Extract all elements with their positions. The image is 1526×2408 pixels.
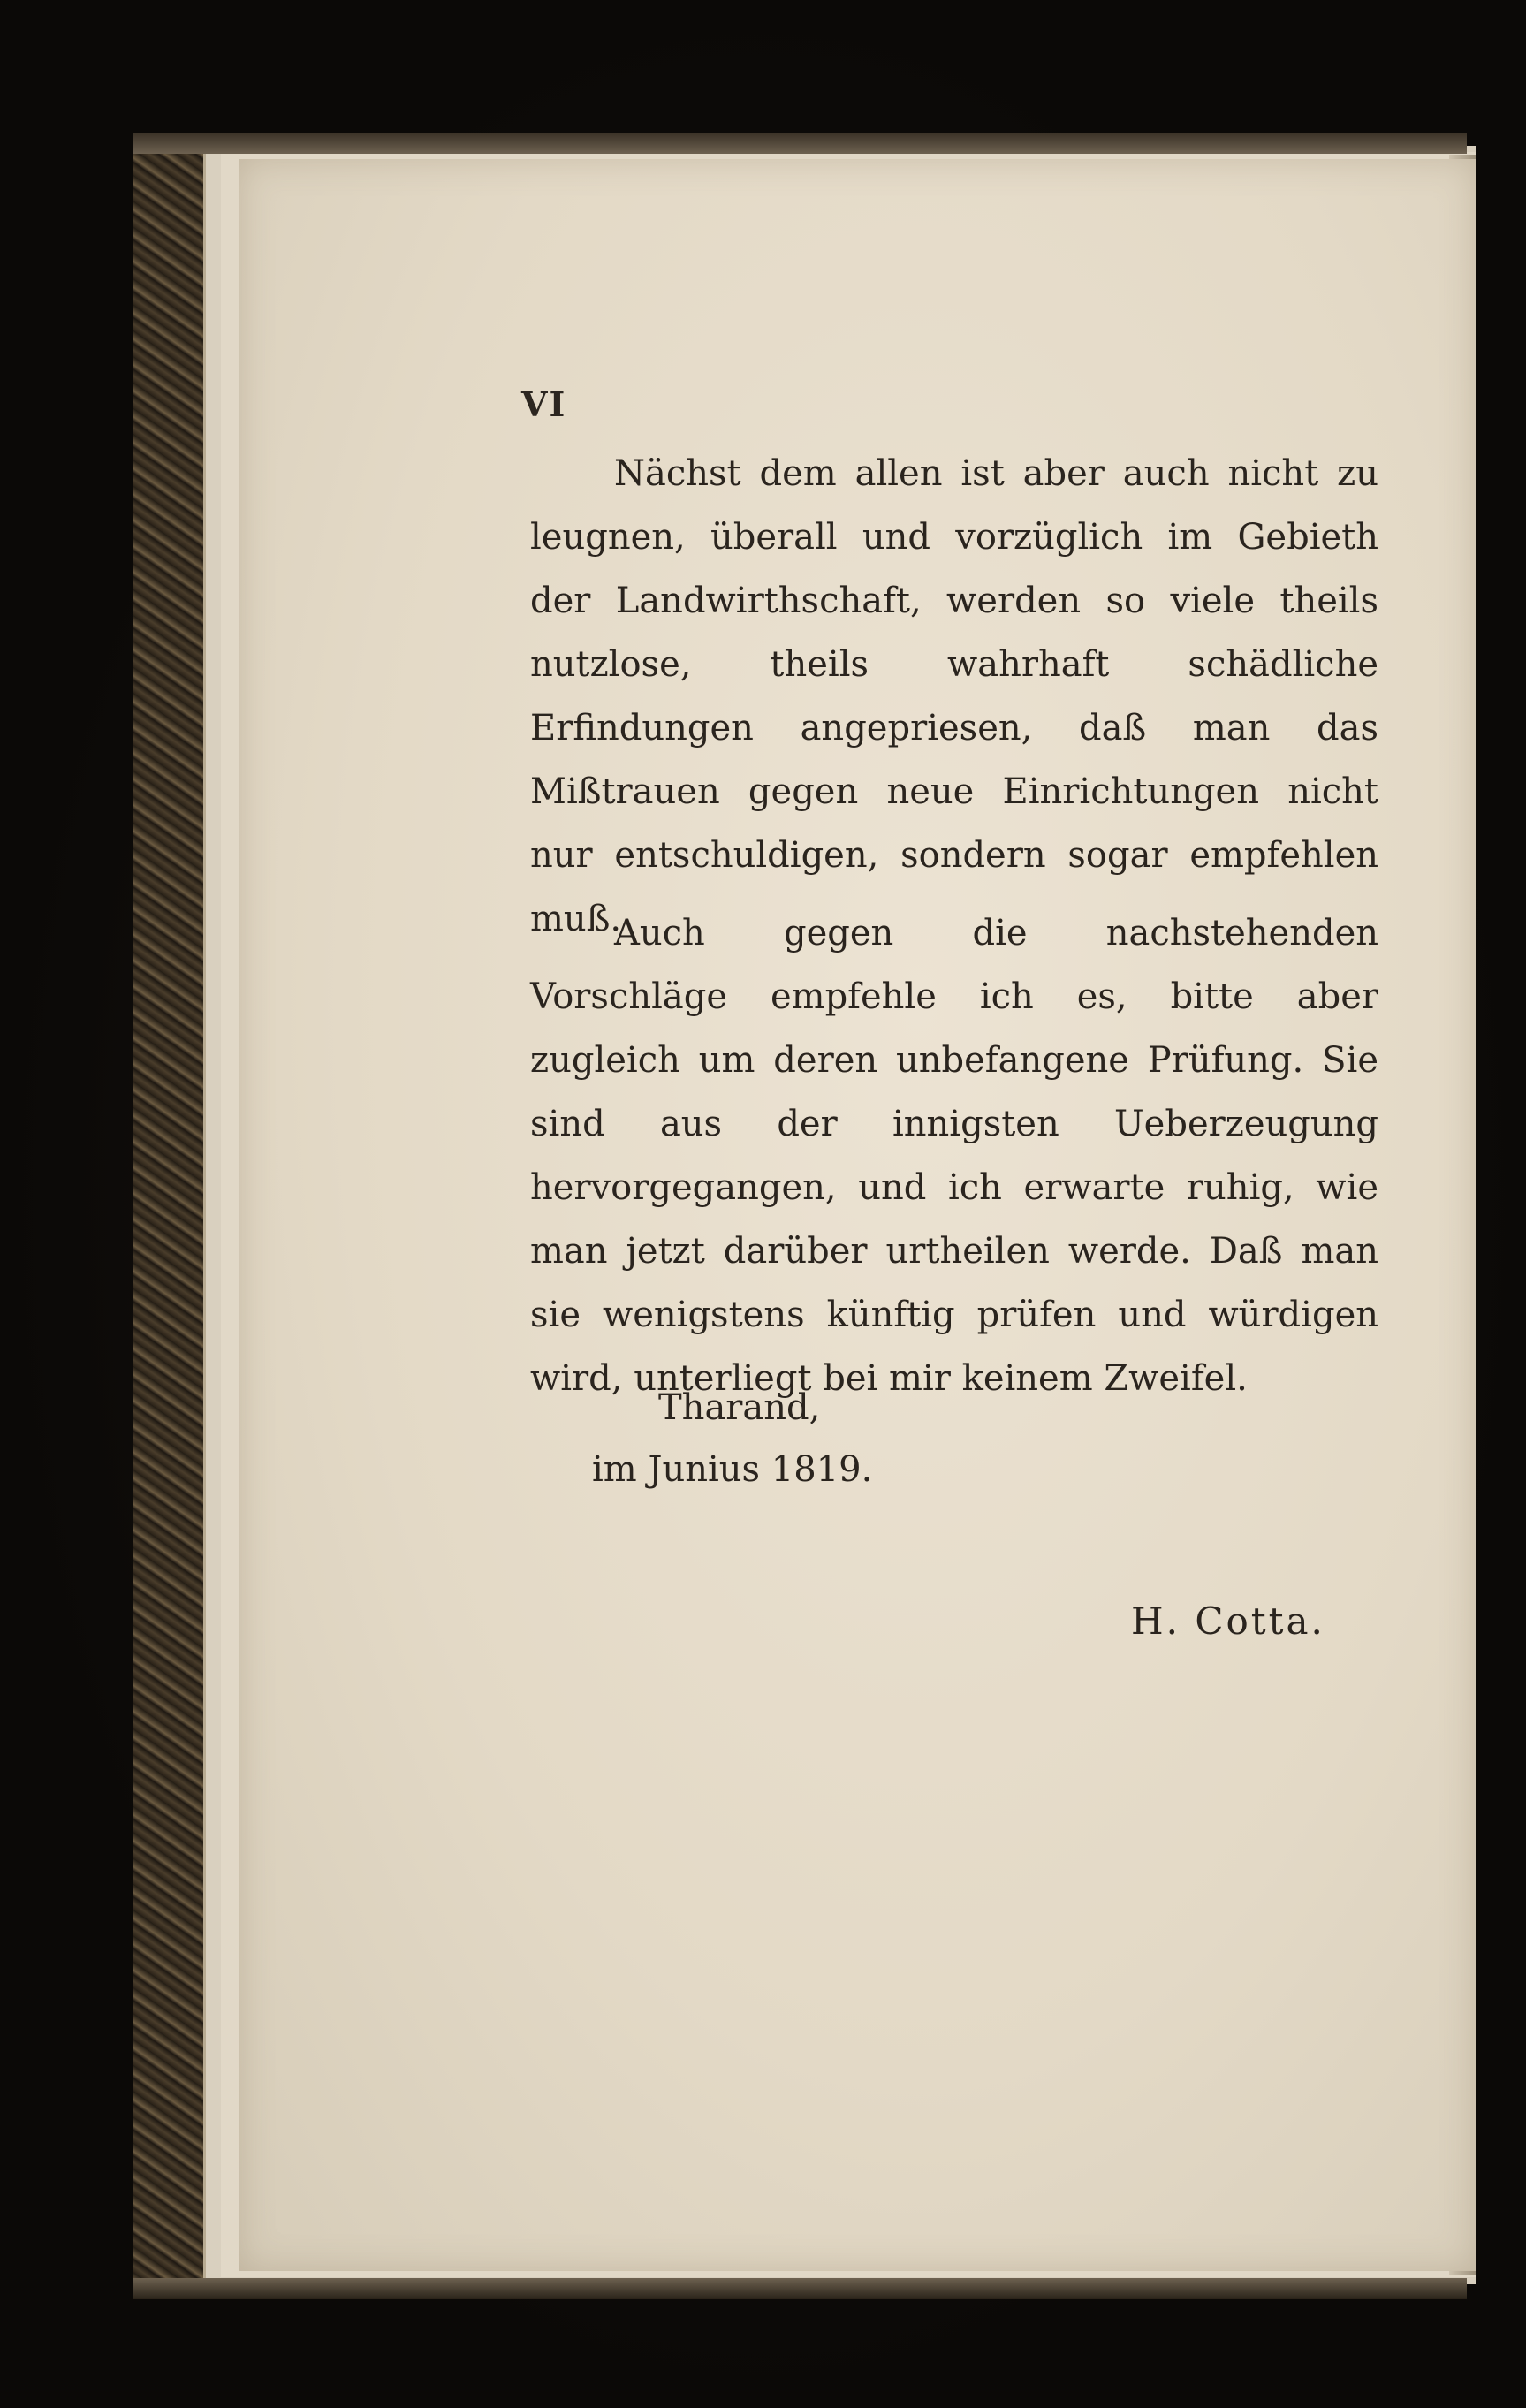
cover-bottom-edge	[133, 2278, 1467, 2299]
author-signature: H. Cotta.	[1131, 1599, 1325, 1643]
page-number: VI	[521, 384, 567, 424]
marbled-cover	[133, 133, 206, 2298]
date-line: im Junius 1819.	[592, 1449, 873, 1490]
cover-top-edge	[133, 133, 1467, 154]
paragraph-2: Auch gegen die nachstehenden Vorschläge empfehle ich es, bitte aber zugleich um deren unbefangene Prüfung. Sie sind aus der innigsten Ueberzeugung hervorgegangen, und ich erwarte ruhig, wie man jetzt darüber urtheilen werde. Daß man sie wenigstens künftig prüfen und würdigen wird, unterliegt bei mir keinem Zweifel.	[530, 913, 1378, 1399]
place-line: Tharand,	[658, 1387, 821, 1428]
paragraph-1: Nächst dem allen ist aber auch nicht zu leugnen, überall und vorzüglich im Gebieth der Landwirthschaft, werden so viele theils nutzlose, theils wahrhaft schädliche Erfindungen angepriesen, daß man das Mißtrauen gegen neue Einrichtungen nicht nur entschuldigen, sondern sogar empfehlen muß.	[530, 453, 1378, 939]
